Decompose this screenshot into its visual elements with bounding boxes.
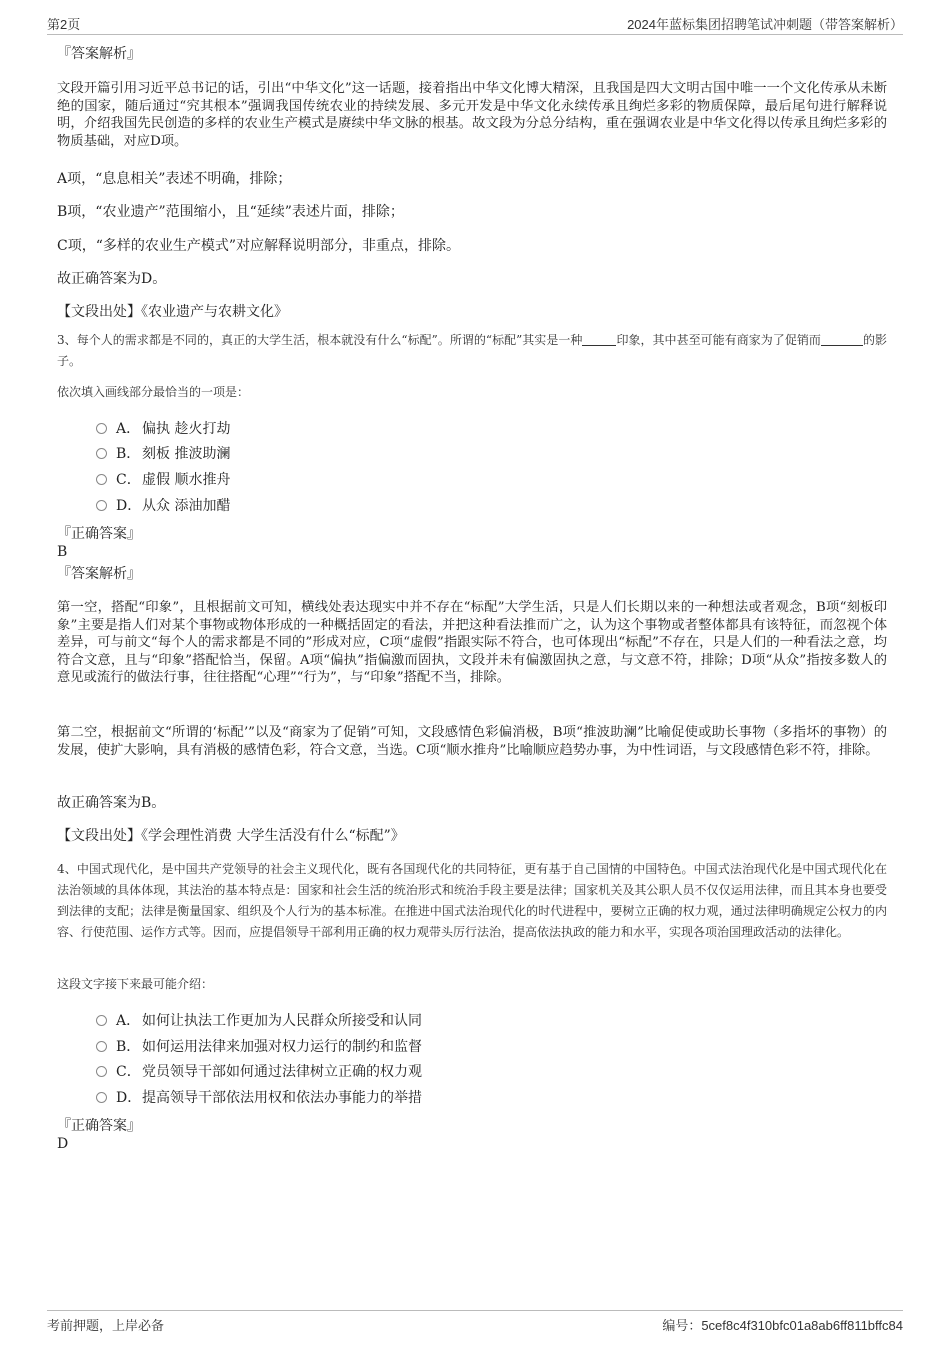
radio-icon[interactable] (96, 448, 107, 459)
q3-option-d[interactable]: D．从众 添油加醋 (96, 497, 230, 515)
q3-option-b[interactable]: B． 刻板 推波助澜 (96, 445, 230, 463)
q3-option-a[interactable]: A． 偏执 趁火打劫 (96, 420, 230, 438)
q2-analysis-paragraph: 文段开篇引用习近平总书记的话，引出“中华文化”这一话题，接着指出中华文化博大精深，且我国是四大文明古国中唯一一个文化传承从未断绝的国家，随后通过“究其根本”强调我国传统农业的持续发展、多元开发是中华文化永续传承且绚烂多彩的物质保障，最后尾句进行解释说明，介绍我国先民创造的多样的农业生产模式是赓续中华文脉的根基。故文段为分总分结构，重在强调农业是中华文化得以传承且绚烂多彩的物质基础，对应D项。 (57, 81, 887, 149)
radio-icon[interactable] (96, 1092, 107, 1103)
q2-option-b-analysis: B项，“农业遗产”范围缩小，且“延续”表述片面，排除； (57, 204, 404, 220)
q2-analysis-heading: 『答案解析』 (57, 46, 141, 62)
q3-analysis-blank-1: 第一空，搭配“印象”，且根据前文可知，横线处表达现实中并不存在“标配”大学生活，只是人们长期以来的一种想法或者观念，B项“刻板印象”主要是指人们对某个事物或物体形成的一种概括固定的看法，并把这种看法推而广之，认为这个事物或者整体都具有该特征，而忽视个体差异，可与前文“每个人的需求都是不同的”形成对应，C项“虚假”指跟实际不符合，也可体现出“标配”不存在，只是人们的一种看法之意，均符合文意，且与“印象”搭配恰当，保留。A项“偏执”指偏激而固执，文段并未有偏激固执之意，与文意不符，排除；D项“从众”指按多数人的意见或流行的做法行事，往往搭配“心理”“行为”，与“印象”搭配不当，排除。 (57, 600, 887, 685)
q3-stem-part1: 3、每个人的需求都是不同的，真正的大学生活，根本就没有什么“标配”。所谓的“标配”其实是一种 (57, 333, 583, 347)
q2-conclusion: 故正确答案为D。 (57, 271, 167, 287)
q3-stem-part2: 印象，其中甚至可能有商家为了促销而 (616, 333, 821, 347)
q4-stem: 4、中国式现代化，是中国共产党领导的社会主义现代化，既有各国现代化的共同特征，更有基于自己国情的中国特色。中国式法治现代化是中国式现代化在法治领域的具体体现，其法治的基本特点是：国家和社会生活的统治形式和统治手段主要是法律；国家机关及其公职人员不仅仅运用法律，而且其本身也要受到法律的支配；法律是衡量国家、组织及个人行为的基本标准。在推进中国式法治现代化的时代进程中，要树立正确的权力观，通过法律明确规定公权力的内容、行使范围、运作方式等。因而，应提倡领导干部利用正确的权力观带头厉行法治，提高依法执政的能力和水平，实现各项治国理政活动的法律化。 (57, 862, 887, 939)
q2-source: 【文段出处】《农业遗产与农耕文化》 (57, 304, 288, 320)
page-footer (47, 1310, 903, 1335)
radio-icon[interactable] (96, 1066, 107, 1077)
q3-answer-heading: 『正确答案』 (57, 526, 141, 542)
q2-option-a-analysis: A项，“息息相关”表述不明确，排除； (57, 171, 292, 187)
radio-icon[interactable] (96, 500, 107, 511)
q4-option-a[interactable]: A． 如何让执法工作更加为人民群众所接受和认同 (96, 1012, 422, 1030)
radio-icon[interactable] (96, 423, 107, 434)
radio-icon[interactable] (96, 1015, 107, 1026)
q3-instruction: 依次填入画线部分最恰当的一项是： (57, 385, 250, 399)
q4-option-c[interactable]: C．党员领导干部如何通过法律树立正确的权力观 (96, 1063, 422, 1081)
document-code: 编号：5cef8c4f310bfc01a8ab6ff811bffc84 (662, 1318, 903, 1333)
q4-instruction: 这段文字接下来最可能介绍： (57, 977, 214, 991)
page-header (47, 12, 903, 35)
q2-option-c-analysis: C项，“多样的农业生产模式”对应解释说明部分，非重点，排除。 (57, 238, 461, 254)
q3-stem-part3: 的影子。 (57, 333, 887, 368)
q3-option-c[interactable]: C．虚假 顺水推舟 (96, 471, 230, 489)
footer-slogan: 考前押题，上岸必备 (47, 1318, 165, 1333)
q3-stem (57, 330, 887, 372)
q3-blank-1 (582, 333, 616, 346)
q3-analysis-heading: 『答案解析』 (57, 566, 141, 582)
q3-analysis-blank-2: 第二空，根据前文“所谓的‘标配’”以及“商家为了促销”可知，文段感情色彩偏消极，B项“推波助澜”比喻促使或助长事物（多指坏的事物）的发展，使扩大影响，具有消极的感情色彩，符合文意，当选。C项“顺水推舟”比喻顺应趋势办事，为中性词语，与文段感情色彩不符，排除。 (57, 725, 887, 758)
page-number: 第2页 (47, 17, 81, 32)
q4-option-d[interactable]: D．提高领导干部依法用权和依法办事能力的举措 (96, 1089, 422, 1107)
q3-conclusion: 故正确答案为B。 (57, 795, 166, 811)
q3-source: 【文段出处】《学会理性消费 大学生活没有什么“标配”》 (57, 828, 405, 844)
radio-icon[interactable] (96, 1041, 107, 1052)
q4-option-b[interactable]: B． 如何运用法律来加强对权力运行的制约和监督 (96, 1038, 422, 1056)
q3-blank-2 (821, 333, 863, 346)
q4-answer: D (57, 1136, 69, 1152)
q4-answer-heading: 『正确答案』 (57, 1118, 141, 1134)
document-title: 2024年蓝标集团招聘笔试冲刺题（带答案解析） (627, 17, 903, 32)
q3-answer: B (57, 544, 68, 560)
radio-icon[interactable] (96, 474, 107, 485)
